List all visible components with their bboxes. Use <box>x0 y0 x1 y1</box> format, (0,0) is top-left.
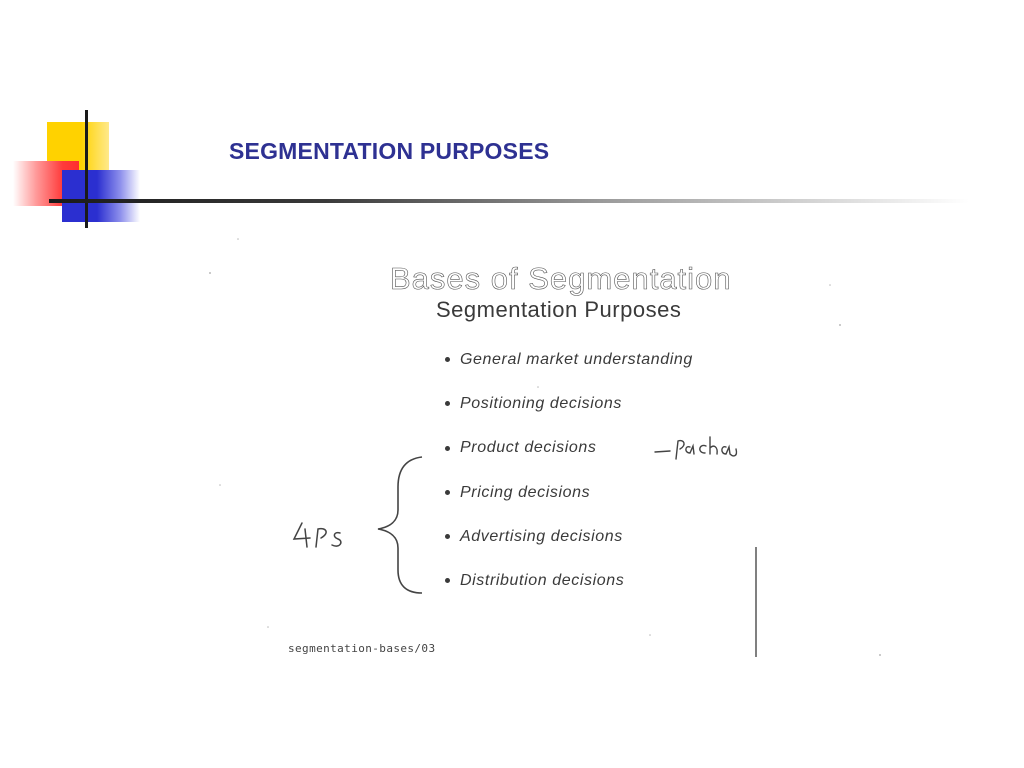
handwritten-4ps <box>294 523 341 547</box>
scan-noise <box>209 238 881 656</box>
list-item: Advertising decisions <box>445 528 693 572</box>
list-item: General market understanding <box>445 351 693 395</box>
slide-title: SEGMENTATION PURPOSES <box>229 138 550 164</box>
decor-vertical-line <box>85 110 88 228</box>
handwriting-annotations <box>190 225 890 665</box>
title-underline <box>49 199 969 203</box>
handwritten-packaging-note <box>655 437 736 459</box>
scan-subheading: Segmentation Purposes <box>436 297 682 322</box>
scan-heading: Bases of Segmentation <box>390 261 732 296</box>
list-item: Pricing decisions <box>445 484 693 528</box>
scan-footer-ref: segmentation-bases/03 <box>288 642 436 655</box>
list-item: Product decisions <box>445 439 693 483</box>
list-item: Positioning decisions <box>445 395 693 439</box>
scanned-handout <box>190 225 890 665</box>
decor-blue-square <box>62 170 140 222</box>
list-item: Distribution decisions <box>445 572 693 616</box>
bracket-mark <box>378 457 422 593</box>
